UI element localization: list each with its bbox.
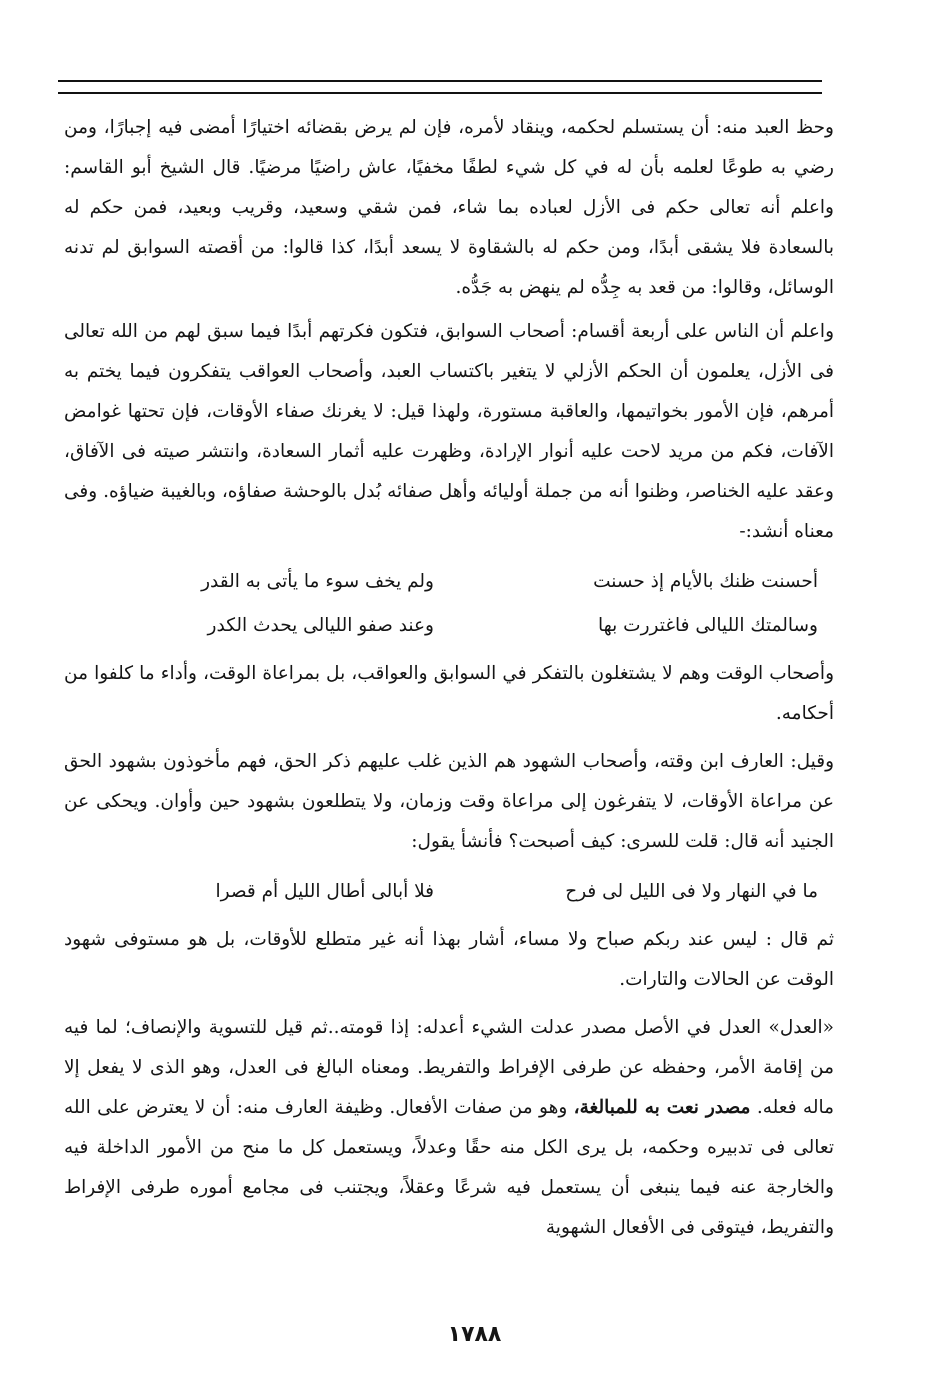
verse-first-hemistich: وسالمتك الليالى فاغتررت بها [597, 615, 818, 636]
verse-second-hemistich: وعند صفو الليالى يحدث الكدر [207, 615, 434, 636]
header-rule-top [58, 80, 822, 82]
verse-first-hemistich: ما في النهار ولا فى الليل لى فرح [565, 881, 818, 902]
poem-verse [64, 870, 834, 914]
paragraph-al-adl [64, 1008, 834, 1248]
poem-verse [64, 560, 834, 604]
verse-second-hemistich: ولم يخف سوء ما يأتى به القدر [201, 571, 434, 592]
header-rule-bottom [58, 92, 822, 94]
poem-al-sari [64, 870, 834, 914]
page-number: ١٧٨٨ [447, 1322, 502, 1347]
poem-verse [64, 604, 834, 648]
paragraph-ibn-waqtihi: وقيل: العارف ابن وقته، وأصحاب الشهود هم الذين غلب عليهم ذكر الحق، فهم مأخوذون بشهود الحق عن مراعاة الأوقات، لا يتفرغون إلى مراعاة وقت وزمان، ولا يتطلعون بشهود حين وأوان. ويحكى عن الجنيد أنه قال: قلت للسرى: كيف أصبحت؟ فأنشأ يقول: [64, 751, 834, 852]
page-body [64, 108, 834, 1256]
paragraph-hazz-al-abd: وحظ العبد منه: أن يستسلم لحكمه، وينقاد لأمره، فإن لم يرض بقضائه اختيارًا أمضى فيه إجبارًا، ومن رضي به طوعًا لعلمه بأن له في كل شيء لطفًا مخفيًا، عاش راضيًا مرضيًا. قال الشيخ أبو القاسم: واعلم أنه تعالى حكم فى الأزل لعباده بما شاء، فمن شقي وسعيد، وقريب وبعيد، فمن حكم له بالسعادة فلا يشقى أبدًا، ومن حكم له بالشقاوة لا يسعد أبدًا، كذا قالوا: من أقصته السوابق لم تدنه الوسائل، وقالوا: من قعد به جِدُّه لم ينهض به جَدُّه. [64, 117, 834, 298]
paragraph-four-kinds: واعلم أن الناس على أربعة أقسام: أصحاب السوابق، فتكون فكرتهم أبدًا فيما سبق لهم من الله تعالى فى الأزل، يعلمون أن الحكم الأزلي لا يتغير باكتساب العبد، وأصحاب العواقب يتفكرون فيما يختم به أمرهم، فإن الأمور بخواتيمها، والعاقبة مستورة، ولهذا قيل: لا يغرنك صفاء الأوقات، فإن تحتها غوامض الآفات، فكم من مريد لاحت عليه أنوار الإرادة، وظهرت عليه أثمار السعادة، وانتشر صيته فى الآفاق، وعقد عليه الخناصر، وظنوا أنه من جملة أوليائه وأهل صفائه بُدل بالوحشة صفاؤه، وبالغيبة ضياؤه. وفى معناه أنشد:- [64, 321, 834, 542]
paragraph-ashab-al-waqt: وأصحاب الوقت وهم لا يشتغلون بالتفكر في السوابق والعواقب، بل بمراعاة الوقت، وأداء ما كلفوا من أحكامه. [64, 663, 834, 724]
paragraph-thumma-qala: ثم قال : ليس عند ربكم صباح ولا مساء، أشار بهذا أنه غير متطلع للأوقات، بل هو مستوفى شهود الوقت عن الحالات والتارات. [64, 929, 834, 990]
adl-bold-phrase: مصدر نعت به للمبالغة، [573, 1097, 751, 1118]
verse-first-hemistich: أحسنت ظنك بالأيام إذ حسنت [593, 571, 818, 592]
poem-husn-al-zann [64, 560, 834, 648]
verse-second-hemistich: فلا أبالى أطال الليل أم قصرا [215, 881, 434, 902]
adl-text-part2: وهو من صفات الأفعال. وظيفة العارف منه: أن لا يعترض على الله تعالى فى تدبيره وحكمه، بل يرى الكل منه حقًا وعدلاً، ويستعمل كل ما منح من الأمور الداخلة فيه والخارجة عنه فيما ينبغى أن يستعمل فيه شرعًا وعقلاً، ويجتنب فى مجامع أموره طرفى الإفراط والتفريط، فيتوقى فى الأفعال الشهوية [64, 1097, 834, 1238]
adl-text-part1: «العدل» العدل في الأصل مصدر عدلت الشيء أعدله: إذا قومته..ثم قيل للتسوية والإنصاف؛ لما فيه من إقامة الأمر، وحفظه عن طرفى الإفراط والتفريط. ومعناه البالغ فى العدل، وهو الذى لا يفعل إلا ماله فعله. [64, 1017, 834, 1118]
